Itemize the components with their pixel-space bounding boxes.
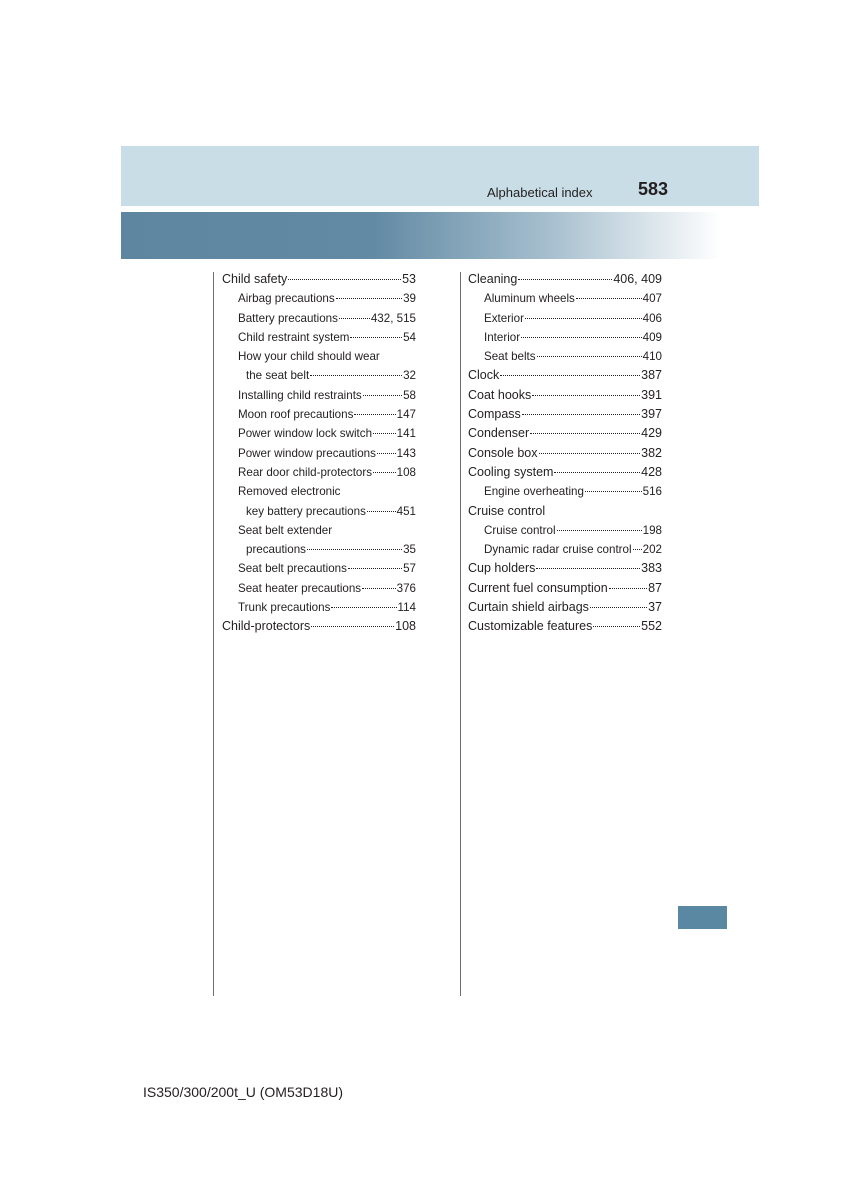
index-page-ref[interactable]: 406, 409 bbox=[613, 272, 662, 286]
index-entry bbox=[468, 521, 662, 540]
index-term: Aluminum wheels bbox=[484, 292, 575, 306]
index-term: precautions bbox=[246, 543, 306, 557]
index-entry bbox=[468, 270, 662, 289]
dot-leader bbox=[307, 549, 402, 550]
index-page-ref[interactable]: 382 bbox=[641, 445, 662, 460]
dot-leader bbox=[288, 279, 401, 280]
index-entry bbox=[222, 502, 416, 521]
index-entry bbox=[468, 617, 662, 636]
index-entry bbox=[222, 424, 416, 443]
index-entry bbox=[222, 482, 416, 501]
index-entry bbox=[222, 521, 416, 540]
dot-leader bbox=[532, 395, 640, 396]
index-page-ref[interactable]: 432, 515 bbox=[370, 311, 416, 325]
dot-leader bbox=[354, 414, 395, 415]
index-page-ref[interactable]: 376 bbox=[396, 581, 416, 595]
index-term: Coat hooks bbox=[468, 387, 532, 402]
index-term: Cruise control bbox=[484, 523, 556, 537]
dot-leader bbox=[362, 588, 396, 589]
index-entry bbox=[222, 309, 416, 328]
index-entry bbox=[468, 579, 662, 598]
index-entry bbox=[468, 347, 662, 366]
index-page-ref[interactable]: 406 bbox=[642, 311, 662, 325]
dot-leader bbox=[310, 375, 402, 376]
dot-leader bbox=[536, 568, 640, 569]
index-entry bbox=[222, 386, 416, 405]
index-entry bbox=[468, 502, 662, 521]
index-page-ref[interactable]: 391 bbox=[641, 387, 662, 402]
index-page-ref[interactable]: 198 bbox=[642, 523, 662, 537]
index-entry bbox=[468, 309, 662, 328]
index-term: Seat belt extender bbox=[238, 523, 333, 537]
section-tab-marker bbox=[678, 906, 727, 929]
index-term: Seat belt precautions bbox=[238, 562, 347, 576]
index-page-ref[interactable]: 147 bbox=[396, 408, 416, 422]
column-divider-middle bbox=[460, 272, 461, 996]
index-entry bbox=[468, 540, 662, 559]
index-page-ref[interactable]: 407 bbox=[642, 292, 662, 306]
dot-leader bbox=[522, 414, 640, 415]
index-entry bbox=[468, 444, 662, 463]
dot-leader bbox=[521, 337, 642, 338]
dot-leader bbox=[633, 549, 642, 550]
index-term: Removed electronic bbox=[238, 485, 341, 499]
dot-leader bbox=[350, 337, 402, 338]
footer-model-code: IS350/300/200t_U (OM53D18U) bbox=[143, 1084, 343, 1100]
index-term: the seat belt bbox=[246, 369, 310, 383]
index-entry bbox=[468, 559, 662, 578]
index-page-ref[interactable]: 87 bbox=[648, 580, 662, 595]
page-number: 583 bbox=[638, 179, 669, 199]
index-page-ref[interactable]: 141 bbox=[396, 427, 416, 441]
index-page-ref[interactable]: 409 bbox=[642, 330, 662, 344]
index-term: Cooling system bbox=[468, 464, 554, 479]
index-term: Clock bbox=[468, 368, 500, 383]
index-term: Curtain shield airbags bbox=[468, 600, 589, 615]
index-entry bbox=[222, 579, 416, 598]
index-entry bbox=[468, 366, 662, 385]
index-page-ref[interactable]: 108 bbox=[396, 465, 416, 479]
index-page-ref[interactable]: 108 bbox=[395, 619, 416, 634]
index-entry bbox=[222, 289, 416, 308]
index-entry bbox=[222, 270, 416, 289]
index-page-ref[interactable]: 429 bbox=[641, 426, 662, 441]
index-term: Condenser bbox=[468, 426, 530, 441]
index-entry bbox=[222, 328, 416, 347]
dot-leader bbox=[530, 433, 640, 434]
index-entry bbox=[468, 463, 662, 482]
index-term: How your child should wear bbox=[238, 350, 380, 364]
index-term: Cup holders bbox=[468, 561, 536, 576]
dot-leader bbox=[585, 491, 642, 492]
index-entry bbox=[222, 598, 416, 617]
index-page-ref[interactable]: 39 bbox=[403, 292, 416, 306]
dot-leader bbox=[500, 375, 640, 376]
index-column-left bbox=[222, 270, 416, 637]
dot-leader bbox=[377, 453, 396, 454]
dot-leader bbox=[348, 568, 402, 569]
index-entry bbox=[222, 366, 416, 385]
index-entry bbox=[222, 559, 416, 578]
index-term: Dynamic radar cruise control bbox=[484, 543, 632, 557]
dot-leader bbox=[339, 318, 370, 319]
index-page-ref[interactable]: 516 bbox=[642, 485, 662, 499]
index-page-ref[interactable]: 58 bbox=[403, 388, 416, 402]
index-page-ref[interactable]: 428 bbox=[641, 464, 662, 479]
index-term: Exterior bbox=[484, 311, 524, 325]
dot-leader bbox=[336, 298, 402, 299]
index-term: key battery precautions bbox=[246, 504, 366, 518]
index-entry bbox=[222, 540, 416, 559]
index-term: Power window precautions bbox=[238, 446, 376, 460]
index-entry bbox=[222, 617, 416, 636]
dot-leader bbox=[373, 433, 396, 434]
index-page-ref[interactable]: 552 bbox=[641, 619, 662, 634]
index-term: Trunk precautions bbox=[238, 601, 331, 615]
index-page-ref[interactable]: 202 bbox=[642, 543, 662, 557]
dot-leader bbox=[537, 356, 642, 357]
index-entry bbox=[468, 598, 662, 617]
index-page-ref[interactable]: 54 bbox=[403, 330, 416, 344]
index-term: Power window lock switch bbox=[238, 427, 373, 441]
index-page-ref[interactable]: 383 bbox=[641, 561, 662, 576]
dot-leader bbox=[363, 395, 402, 396]
index-term: Battery precautions bbox=[238, 311, 338, 325]
index-term: Seat heater precautions bbox=[238, 581, 362, 595]
index-page-ref[interactable]: 143 bbox=[396, 446, 416, 460]
dot-leader bbox=[367, 511, 396, 512]
index-entry bbox=[222, 463, 416, 482]
index-term: Engine overheating bbox=[484, 485, 584, 499]
dot-leader bbox=[518, 279, 612, 280]
index-term: Compass bbox=[468, 407, 521, 422]
index-term: Cruise control bbox=[468, 503, 546, 518]
index-page-ref[interactable]: 53 bbox=[402, 272, 416, 286]
index-page-ref[interactable]: 37 bbox=[648, 600, 662, 615]
dot-leader bbox=[373, 472, 396, 473]
index-page-ref[interactable]: 387 bbox=[641, 368, 662, 383]
index-term: Airbag precautions bbox=[238, 292, 335, 306]
section-title: Alphabetical index bbox=[487, 185, 593, 200]
index-term: Interior bbox=[484, 330, 521, 344]
dot-leader bbox=[576, 298, 642, 299]
index-term: Cleaning bbox=[468, 272, 518, 286]
index-page-ref[interactable]: 35 bbox=[403, 543, 416, 557]
index-entry bbox=[222, 444, 416, 463]
dot-leader bbox=[525, 318, 642, 319]
index-page-ref[interactable]: 114 bbox=[397, 601, 416, 615]
index-term: Rear door child-protectors bbox=[238, 465, 373, 479]
index-term: Current fuel consumption bbox=[468, 580, 608, 595]
index-term: Child restraint system bbox=[238, 330, 350, 344]
index-column-right bbox=[468, 270, 662, 637]
index-page-ref[interactable]: 410 bbox=[642, 350, 662, 364]
index-page-ref[interactable]: 451 bbox=[396, 504, 416, 518]
index-entry bbox=[222, 347, 416, 366]
index-entry bbox=[468, 482, 662, 501]
dot-leader bbox=[554, 472, 640, 473]
index-term: Customizable features bbox=[468, 619, 593, 634]
dot-leader bbox=[590, 607, 647, 608]
index-entry bbox=[222, 405, 416, 424]
header-gradient-band bbox=[121, 212, 721, 259]
index-entry bbox=[468, 289, 662, 308]
index-page-ref[interactable]: 397 bbox=[641, 407, 662, 422]
dot-leader bbox=[557, 530, 642, 531]
index-entry bbox=[468, 386, 662, 405]
index-term: Child-protectors bbox=[222, 619, 311, 634]
index-entry bbox=[468, 328, 662, 347]
dot-leader bbox=[311, 626, 394, 627]
index-entry bbox=[468, 424, 662, 443]
index-term: Installing child restraints bbox=[238, 388, 362, 402]
dot-leader bbox=[331, 607, 396, 608]
index-page-ref[interactable]: 32 bbox=[403, 369, 416, 383]
index-term: Seat belts bbox=[484, 350, 536, 364]
index-term: Console box bbox=[468, 445, 538, 460]
column-divider-left bbox=[213, 272, 214, 996]
index-page-ref[interactable]: 57 bbox=[403, 562, 416, 576]
dot-leader bbox=[539, 453, 641, 454]
index-entry bbox=[468, 405, 662, 424]
dot-leader bbox=[593, 626, 640, 627]
index-term: Child safety bbox=[222, 272, 288, 286]
dot-leader bbox=[609, 588, 647, 589]
index-term: Moon roof precautions bbox=[238, 408, 354, 422]
